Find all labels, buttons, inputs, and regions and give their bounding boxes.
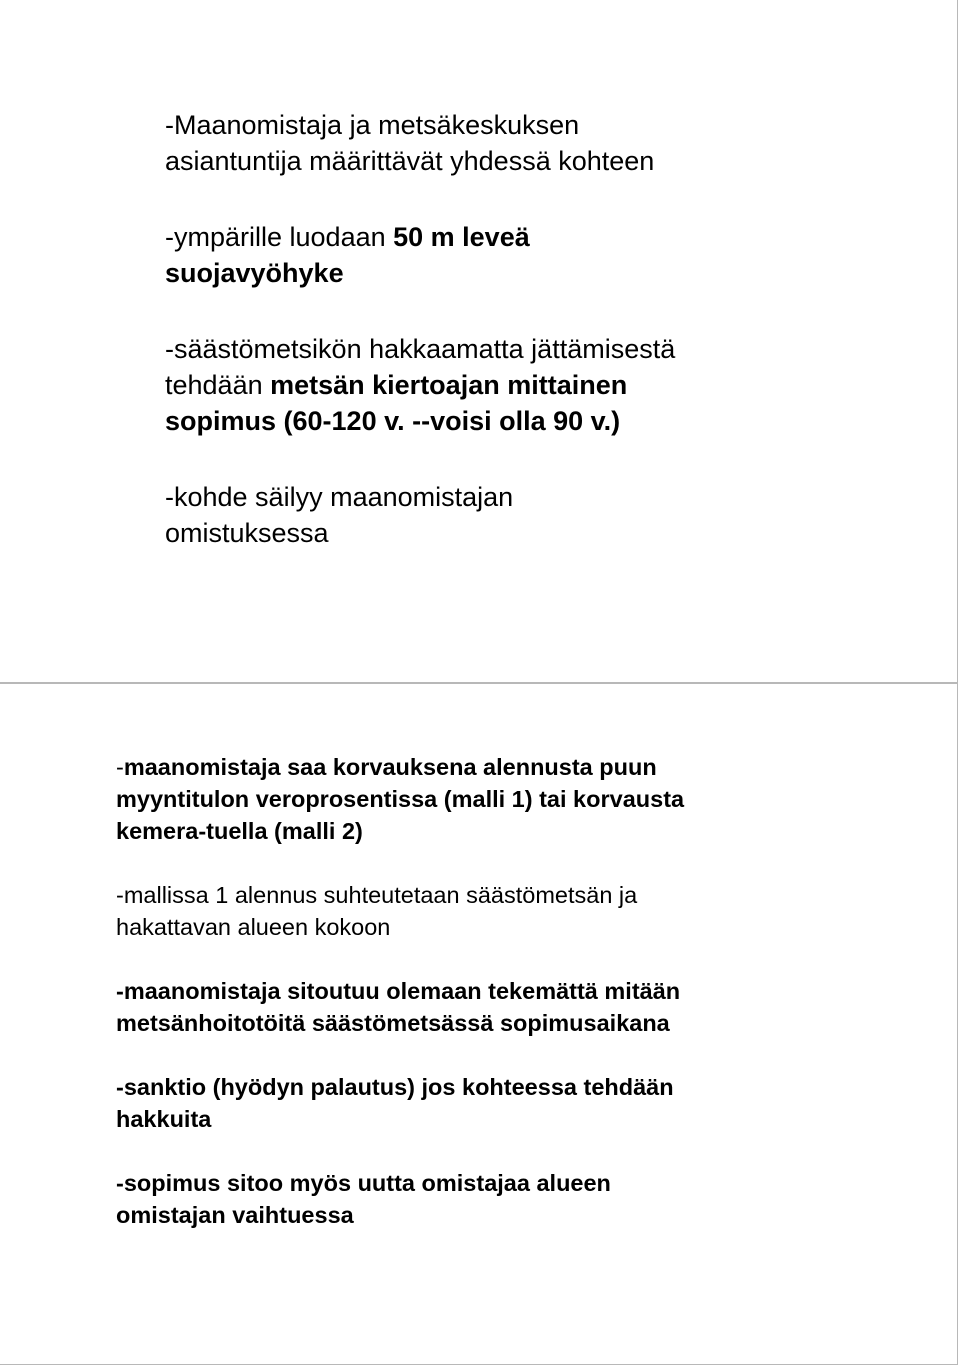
text-line-bold: maanomistaja saa korvauksena alennusta puun <box>123 754 657 780</box>
slide-2-content <box>116 751 936 1263</box>
text-line: -mallissa 1 alennus suhteutetaan säästömetsän ja <box>116 882 638 908</box>
text-line: -ympärille luodaan <box>165 222 394 252</box>
text-line-bold: suojavyöhyke <box>165 258 344 288</box>
paragraph-new-owner <box>116 1167 936 1231</box>
paragraph-agreement-definition <box>165 107 925 179</box>
text-line-bold: omistajan vaihtuessa <box>116 1202 354 1228</box>
text-line-bold: -maanomistaja sitoutuu olemaan tekemättä mitään <box>116 978 681 1004</box>
paragraph-buffer-zone <box>165 219 925 291</box>
slide-1-content <box>165 107 925 591</box>
text-line-bold: metsän kiertoajan mittainen <box>270 370 628 400</box>
text-line-bold: myyntitulon veroprosentissa (malli 1) tai korvausta <box>116 786 685 812</box>
text-line: hakattavan alueen kokoon <box>116 914 391 940</box>
text-line: -säästömetsikön hakkaamatta jättämisestä <box>165 334 676 364</box>
text-line: asiantuntija määrittävät yhdessä kohteen <box>165 146 655 176</box>
text-line-bold: hakkuita <box>116 1106 212 1132</box>
text-line-bold: -sanktio (hyödyn palautus) jos kohteessa tehdään <box>116 1074 674 1100</box>
paragraph-sanction <box>116 1071 936 1135</box>
text-line-bold: 50 m leveä <box>393 222 530 252</box>
text-line-bold: -sopimus sitoo myös uutta omistajaa alueen <box>116 1170 611 1196</box>
text-line: - <box>116 754 124 780</box>
paragraph-no-forestry-work <box>116 975 936 1039</box>
text-line-bold: metsänhoitotöitä säästömetsässä sopimusaikana <box>116 1010 670 1036</box>
slide-2 <box>0 683 958 1365</box>
text-line: -Maanomistaja ja metsäkeskuksen <box>165 110 580 140</box>
text-line-bold: kemera-tuella (malli 2) <box>116 818 363 844</box>
text-line: omistuksessa <box>165 518 329 548</box>
paragraph-contract-length <box>165 331 925 439</box>
paragraph-ownership <box>165 479 925 551</box>
text-line: -kohde säilyy maanomistajan <box>165 482 514 512</box>
text-line: tehdään <box>165 370 271 400</box>
paragraph-compensation <box>116 751 936 847</box>
paragraph-model-1-discount <box>116 879 936 943</box>
text-line-bold: sopimus (60-120 v. --voisi olla 90 v.) <box>165 406 621 436</box>
slide-1 <box>0 0 958 683</box>
